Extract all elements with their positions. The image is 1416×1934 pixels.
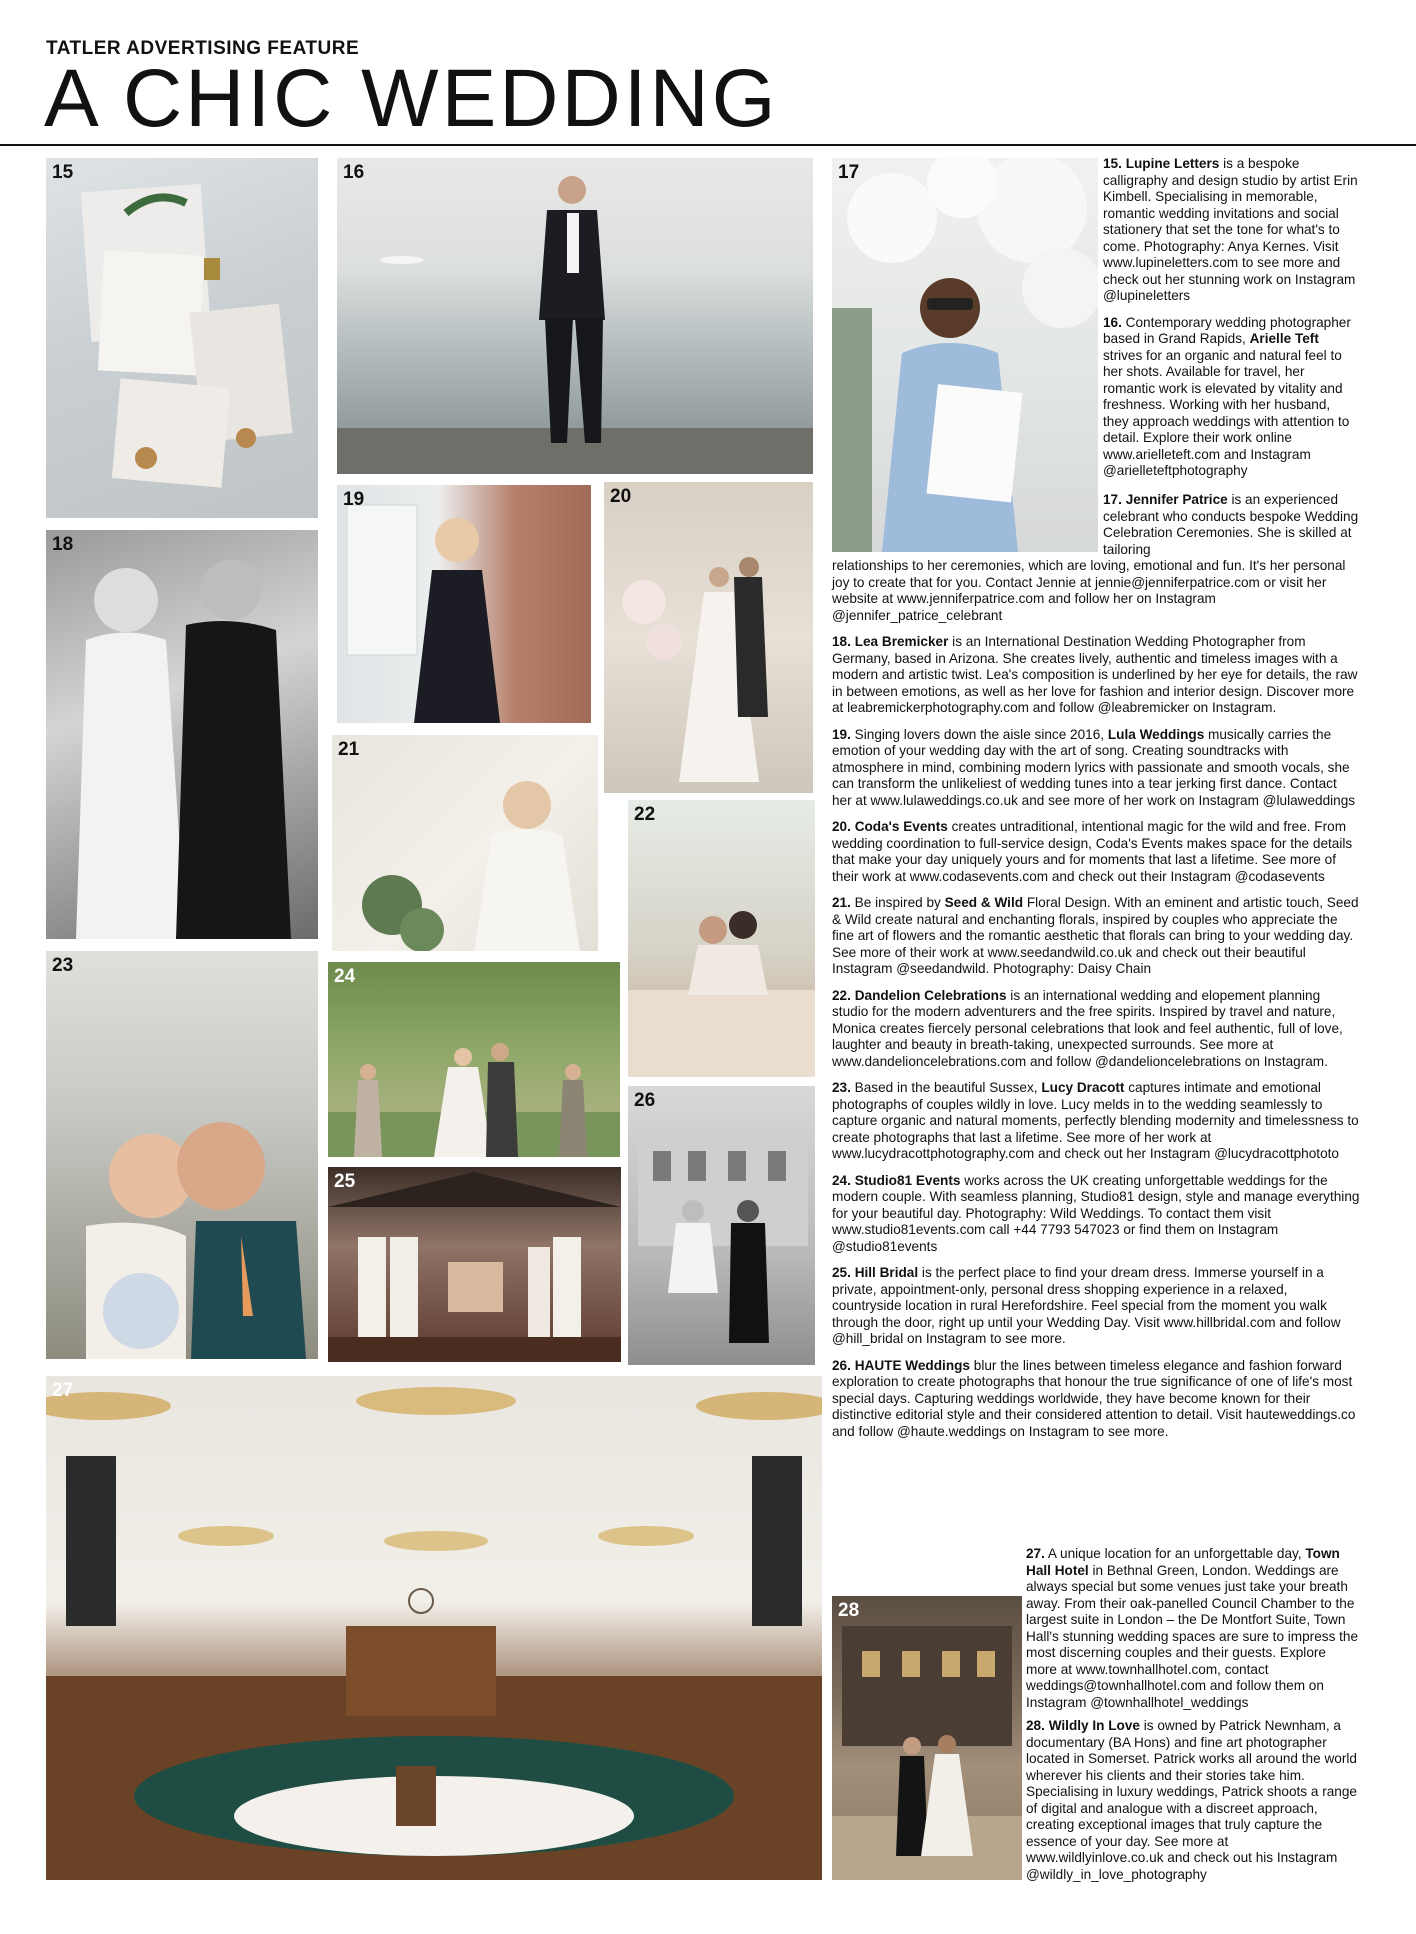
- entry-num: 18.: [832, 634, 851, 649]
- photo-number: 23: [52, 955, 74, 976]
- entry-num: 22.: [832, 987, 851, 1003]
- couple-forehead-illustration: [46, 951, 318, 1359]
- entry-text: Floral Design. With an eminent and artistic touch, Seed & Wild create natural and enchanting florals, inspired by couples who appreciate the fine art of flowers and the romantic aesthetic that florals can bring to your wedding day. See more of their work at www.seedandwild.co.uk and check out their beautiful Instagram @seedandwild. Photography: Daisy Chain: [832, 895, 1359, 976]
- entry-17: [1103, 492, 1359, 558]
- photo-17: [832, 158, 1098, 552]
- entry-name: Arielle Teft: [1249, 331, 1319, 346]
- entry-pre: Singing lovers down the aisle since 2016,: [850, 726, 1108, 742]
- photo-15: [46, 158, 318, 518]
- photo-number: 24: [334, 966, 356, 987]
- photo-22: [628, 800, 815, 1077]
- entry-name: Coda's Events: [854, 819, 948, 834]
- photo-27: [46, 1376, 822, 1880]
- photo-25: [328, 1167, 621, 1362]
- celebrant-illustration: [832, 158, 1098, 552]
- entry-name: Seed & Wild: [944, 895, 1024, 910]
- entry-name: Lula Weddings: [1107, 726, 1205, 742]
- entry-27: [832, 1546, 1360, 1711]
- ceremony-illustration: [604, 482, 813, 793]
- entry-23: [832, 1080, 1360, 1163]
- text-block-27: [832, 1546, 1360, 1716]
- table-couple-illustration: [628, 800, 815, 1077]
- photo-number: 20: [610, 486, 632, 507]
- entry-num: 15.: [1103, 156, 1122, 171]
- page-title: A CHIC WEDDING: [44, 53, 779, 144]
- entry-num: 28.: [1026, 1718, 1045, 1733]
- entry-text: is an International Destination Wedding Photographer from Germany, based in Arizona. She creates lively, authentic and timeless images with a modern and artistic twist. Lea's composition is underlined by her eye for details, the raw in between emotions, as well as her love for fashion and interior design. Discover more at leabremickerphotography.com and follow @leabremicker on Instagram.: [832, 634, 1358, 715]
- singer-illustration: [337, 485, 591, 723]
- groom-by-sea-illustration: [337, 158, 813, 474]
- entry-17-continued: relationships to her ceremonies, which are loving, emotional and fun. It's her personal joy to create that for you. Contact Jennie at jennie@jenniferpatrice.com or visit her website at www.jenniferpatrice.com and follow her on Instagram @jennifer_patrice_celebrant: [832, 558, 1346, 623]
- entry-28: [1026, 1718, 1360, 1883]
- bride-flowers-illustration: [332, 735, 598, 951]
- photo-number: 27: [52, 1380, 74, 1401]
- entry-name: Wildly In Love: [1048, 1718, 1140, 1733]
- entry-num: 19.: [832, 726, 851, 742]
- entry-num: 24.: [832, 1172, 851, 1188]
- photo-number: 21: [338, 739, 360, 760]
- entry-text: works across the UK creating unforgettable weddings for the modern couple. With seamless planning, Studio81 design, style and manage everything for your beautiful day. Photography: Wild Weddings. To contact them visit www.studio81events.com call +44 7793 547023 or find them on Instagram @studio81events: [832, 1172, 1360, 1254]
- text-block-15-17: [1103, 156, 1359, 490]
- entry-text: musically carries the emotion of your wedding day with the art of song. Creating soundtracks with atmosphere in mind, combining modern lyrics with passionate and smooth vocals, she can transform the unlikeliest of wedding tunes into a tear jerking first dance. Contact her at www.lulaweddings.co.uk and see more of her work on Instagram @lulaweddings: [832, 726, 1356, 808]
- photo-21: [332, 735, 598, 951]
- entry-text: captures intimate and emotional photographs of couples wildly in love. Lucy melds in to the wedding seamlessly to capture organic and natural moments, perfectly blending modernity and timelessness to create photographs that last a lifetime. See more of her work at www.lucydracottphotography.com and check out her Instagram @lucydracottphototo: [832, 1080, 1359, 1161]
- entry-19: [832, 727, 1360, 810]
- entry-26: [832, 1358, 1360, 1441]
- entry-num: 26.: [832, 1357, 851, 1373]
- entry-name: Lucy Dracott: [1041, 1080, 1125, 1095]
- photo-number: 15: [52, 162, 74, 183]
- photo-number: 19: [343, 489, 365, 510]
- feature-kicker: TATLER ADVERTISING FEATURE: [46, 38, 360, 59]
- photo-16: [337, 158, 813, 474]
- entry-name: Town Hall Hotel: [1026, 1546, 1340, 1578]
- entry-text: in Bethnal Green, London. Weddings are always special but some venues just take your breath away. From their oak-panelled Council Chamber to the largest suite in London – the De Montfort Suite, Town Hall's stunning wedding spaces are sure to impress the most discerning couples and their guests. Explore more at www.townhallhotel.com, contact weddings@townhallhotel.com and follow them on Instagram @townhallhotel_weddings: [1026, 1562, 1359, 1710]
- entry-text: blur the lines between timeless elegance and fashion forward exploration to create photographs that honour the true significance of one of life's most special days. Capturing weddings worldwide, they have become known for their distinctive editorial style and their considered attention to detail. Visit hauteweddings.co and follow @haute.weddings on Instagram to see more.: [832, 1357, 1356, 1439]
- photo-number: 28: [838, 1600, 860, 1621]
- entry-pre: A unique location for an unforgettable day,: [1044, 1546, 1306, 1561]
- entry-name: Lea Bremicker: [854, 634, 949, 649]
- entry-22: [832, 988, 1360, 1071]
- photo-18: [46, 530, 318, 939]
- entry-text: is an international wedding and elopement planning studio for the modern adventurers and the free spirits. Inspired by travel and nature, Monica creates fiercely personal celebrations that look and feel authentic, full of love, laughter and beauty in breath-taking, unexpected surrounds. See more at www.dandelioncelebrations.com and follow @dandelioncelebrations on Instagram.: [832, 987, 1343, 1069]
- entry-pre: Contemporary wedding photographer based in Grand Rapids,: [1103, 314, 1351, 346]
- entry-text: is the perfect place to find your dream dress. Immerse yourself in a private, appointment-only, personal dress shopping experience in a relaxed, countryside location in rural Herefordshire. Feel special from the moment you walk through the door, right up until your Wedding Day. Visit www.hillbridal.com and follow @hill_bridal on Instagram to see more.: [832, 1265, 1341, 1346]
- photo-23: [46, 951, 318, 1359]
- entry-pre: Based in the beautiful Sussex,: [850, 1080, 1042, 1095]
- entry-num: 16.: [1103, 314, 1122, 330]
- entry-num: 25.: [832, 1265, 851, 1280]
- photo-number: 26: [634, 1090, 656, 1111]
- text-block-28: [1026, 1718, 1360, 1883]
- entry-num: 20.: [832, 819, 851, 834]
- entry-name: HAUTE Weddings: [854, 1357, 970, 1373]
- photo-number: 22: [634, 804, 656, 825]
- entry-text: strives for an organic and natural feel to her shots. Available for travel, her romantic work is elevated by vitality and freshness. Working with her husband, they approach weddings with attention to detail. Explore their work online www.arielleteft.com and Instagram @arielleteftphotography: [1103, 347, 1350, 478]
- photo-24: [328, 962, 620, 1157]
- entry-18: [832, 634, 1360, 717]
- photo-20: [604, 482, 813, 793]
- entry-num: 27.: [1026, 1546, 1045, 1561]
- stationery-illustration: [46, 158, 318, 518]
- entry-pre: Be inspired by: [850, 895, 945, 910]
- photo-19: [337, 485, 591, 723]
- photo-number: 17: [838, 162, 860, 183]
- council-chamber-illustration: [46, 1376, 822, 1880]
- entry-21: [832, 895, 1360, 978]
- entry-text: is owned by Patrick Newnham, a documentary (BA Hons) and fine art photographer located in Somerset. Patrick works all around the world wherever his clients and their stories take him. Specialising in luxury weddings, Patrick shoots a range of digital and analogue with a discreet approach, creating exceptional images that truly capture the essence of your day. See more at www.wildlyinlove.co.uk and check out his Instagram @wildly_in_love_photography: [1026, 1718, 1357, 1882]
- header-rule: [0, 144, 1416, 146]
- entry-num: 23.: [832, 1080, 851, 1095]
- entry-24: [832, 1173, 1360, 1256]
- fashion-couple-illustration: [628, 1086, 815, 1365]
- entry-15: [1103, 156, 1359, 305]
- entry-name: Lupine Letters: [1125, 156, 1220, 171]
- wedding-procession-illustration: [328, 962, 620, 1157]
- entry-num: 17.: [1103, 492, 1122, 507]
- entry-20: [832, 819, 1360, 885]
- photo-number: 16: [343, 162, 365, 183]
- entry-25: [832, 1265, 1360, 1348]
- entry-16: [1103, 315, 1359, 480]
- couple-bw-illustration: [46, 530, 318, 939]
- text-block-main: [832, 558, 1360, 1450]
- photo-number: 25: [334, 1171, 356, 1192]
- entry-name: Hill Bridal: [854, 1265, 919, 1280]
- entry-text: creates untraditional, intentional magic for the wild and free. From wedding coordination to full-service design, Coda's Events makes space for the details that make your day uniquely yours and for moments that last a lifetime. See more of their work at www.codasevents.com and check out their Instagram @codasevents: [832, 819, 1353, 884]
- entry-num: 21.: [832, 895, 851, 910]
- entry-name: Dandelion Celebrations: [854, 987, 1007, 1003]
- entry-text: is a bespoke calligraphy and design studio by artist Erin Kimbell. Specialising in memorable, romantic wedding invitations and social stationery that set the tone for what's to come. Photography: Anya Kernes. Visit www.lupineletters.com to see more and check out her stunning work on Instagram @lupineletters: [1103, 156, 1358, 303]
- entry-text-part: is an experienced celebrant who conducts bespoke Wedding Celebration Ceremonies. She is skilled at tailoring: [1103, 492, 1359, 557]
- text-block-17: [1103, 492, 1359, 568]
- bridal-boutique-illustration: [328, 1167, 621, 1362]
- photo-26: [628, 1086, 815, 1365]
- photo-number: 18: [52, 534, 74, 555]
- entry-name: Studio81 Events: [854, 1172, 961, 1188]
- entry-name: Jennifer Patrice: [1125, 492, 1228, 507]
